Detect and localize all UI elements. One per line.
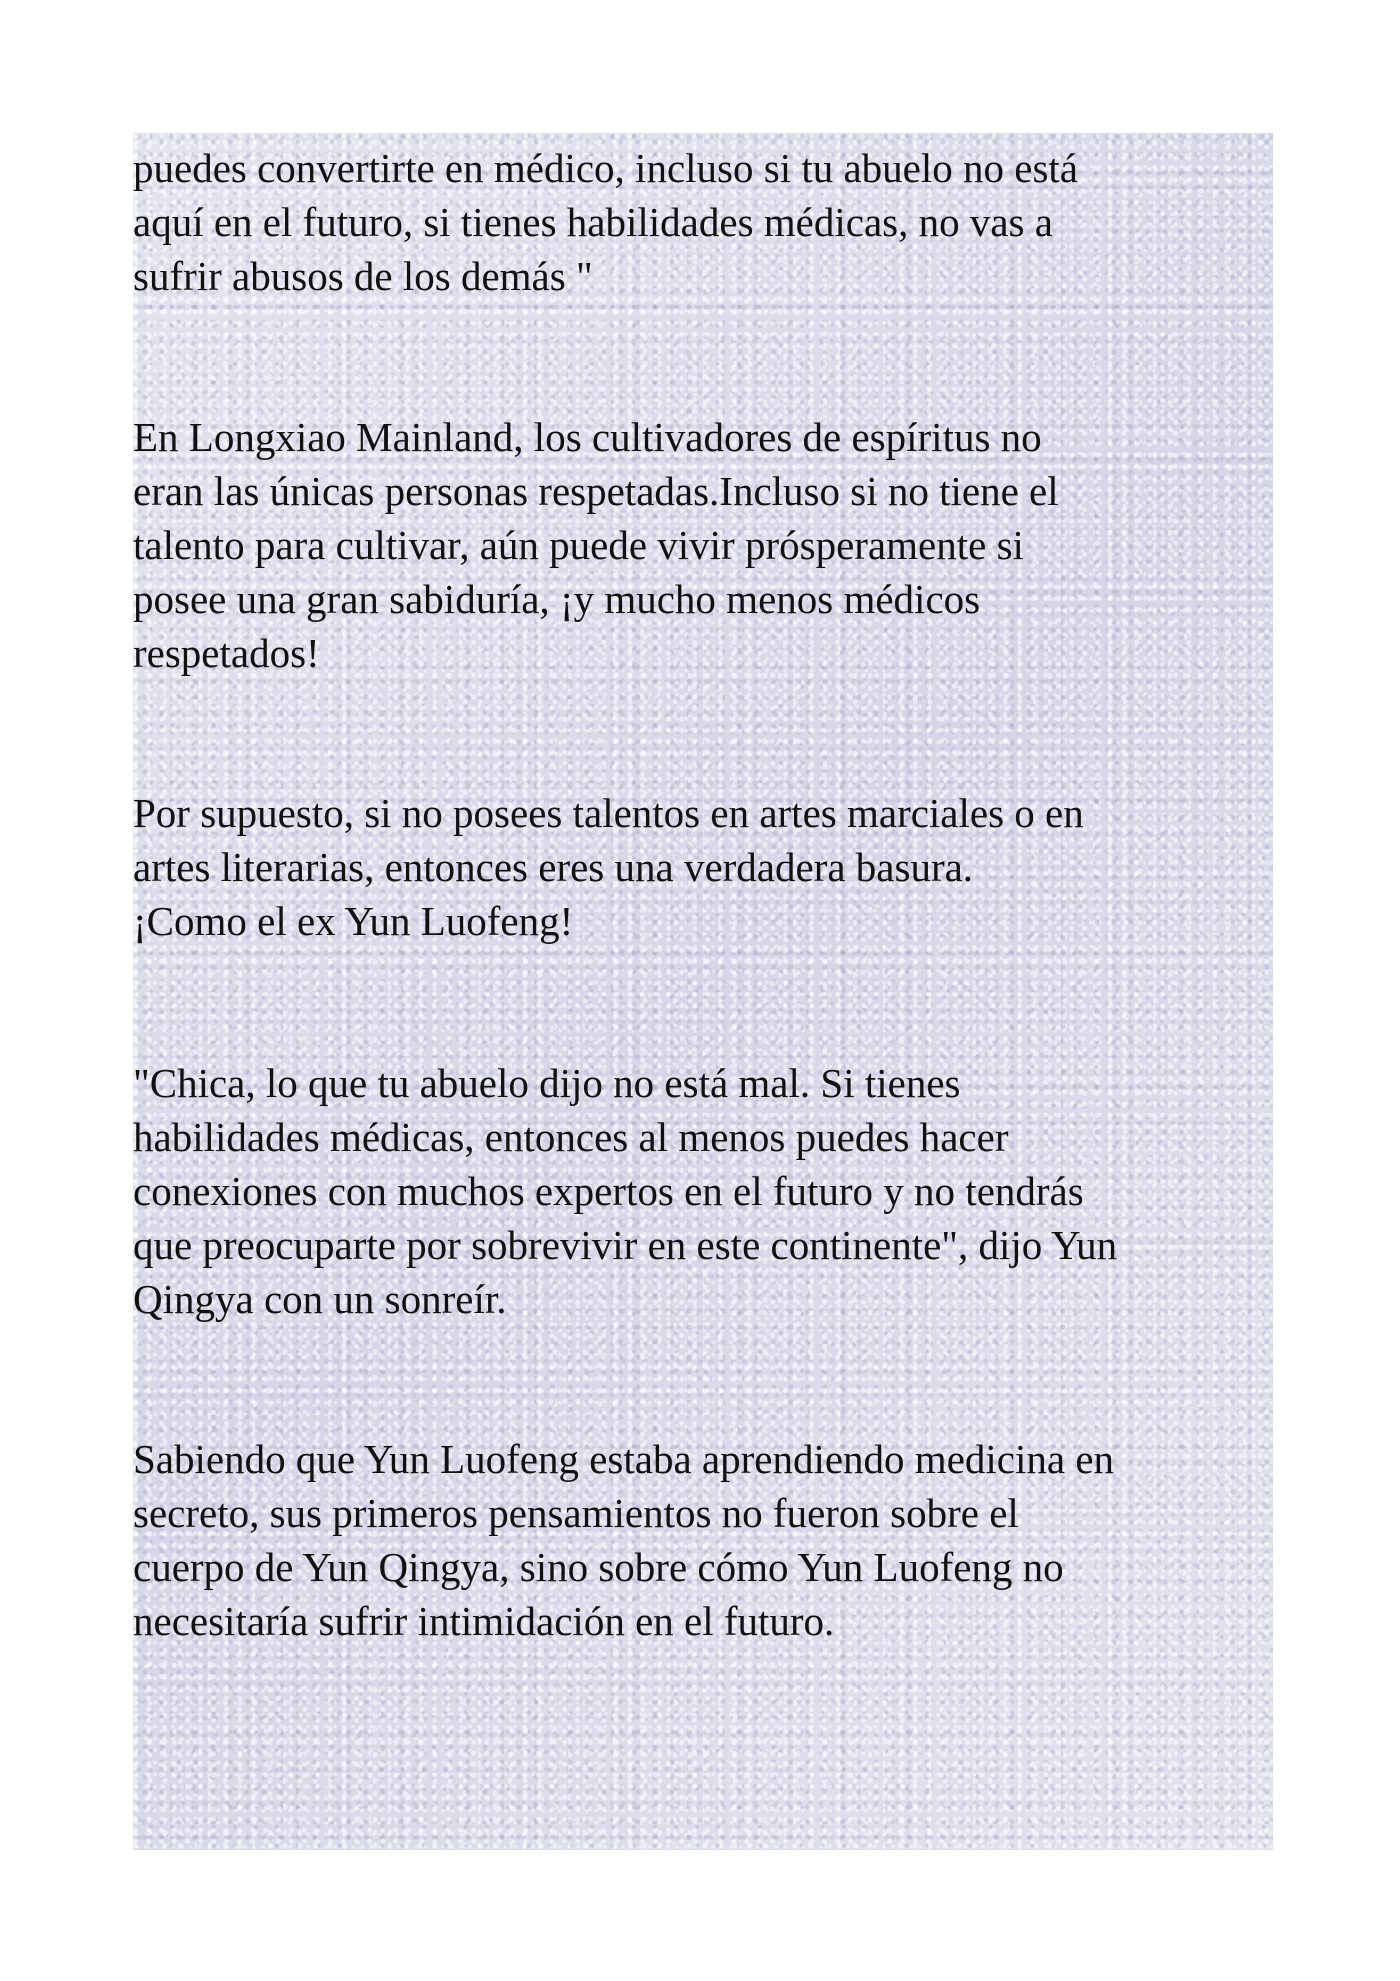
paragraph-3: Por supuesto, si no posees talentos en artes marciales o en artes literarias, entonces eres una verdadera basura. ¡Como el ex Yun Luofeng!: [133, 790, 1084, 944]
paragraph-5: Sabiendo que Yun Luofeng estaba aprendiendo medicina en secreto, sus primeros pensamientos no fueron sobre el cuerpo de Yun Qingya, sino sobre cómo Yun Luofeng no necesitaría sufrir intimidación en el futuro.: [133, 1436, 1115, 1644]
paragraph-1: puedes convertirte en médico, incluso si tu abuelo no está aquí en el futuro, si tienes habilidades médicas, no vas a sufrir abusos de los demás ": [133, 145, 1079, 299]
paragraph-4: "Chica, lo que tu abuelo dijo no está mal. Si tienes habilidades médicas, entonces al menos puedes hacer conexiones con muchos expertos en el futuro y no tendrás que preocuparte por sobrevivir en este continente", dijo Yun Qingya con un sonreír.: [133, 1060, 1118, 1322]
textured-page: [133, 133, 1273, 1850]
paragraph-2: En Longxiao Mainland, los cultivadores de espíritus no eran las únicas personas respetadas.Incluso si no tiene el talento para cultivar, aún puede vivir prósperamente si posee una gran sabiduría, ¡y mucho menos médicos respetados!: [133, 414, 1059, 676]
